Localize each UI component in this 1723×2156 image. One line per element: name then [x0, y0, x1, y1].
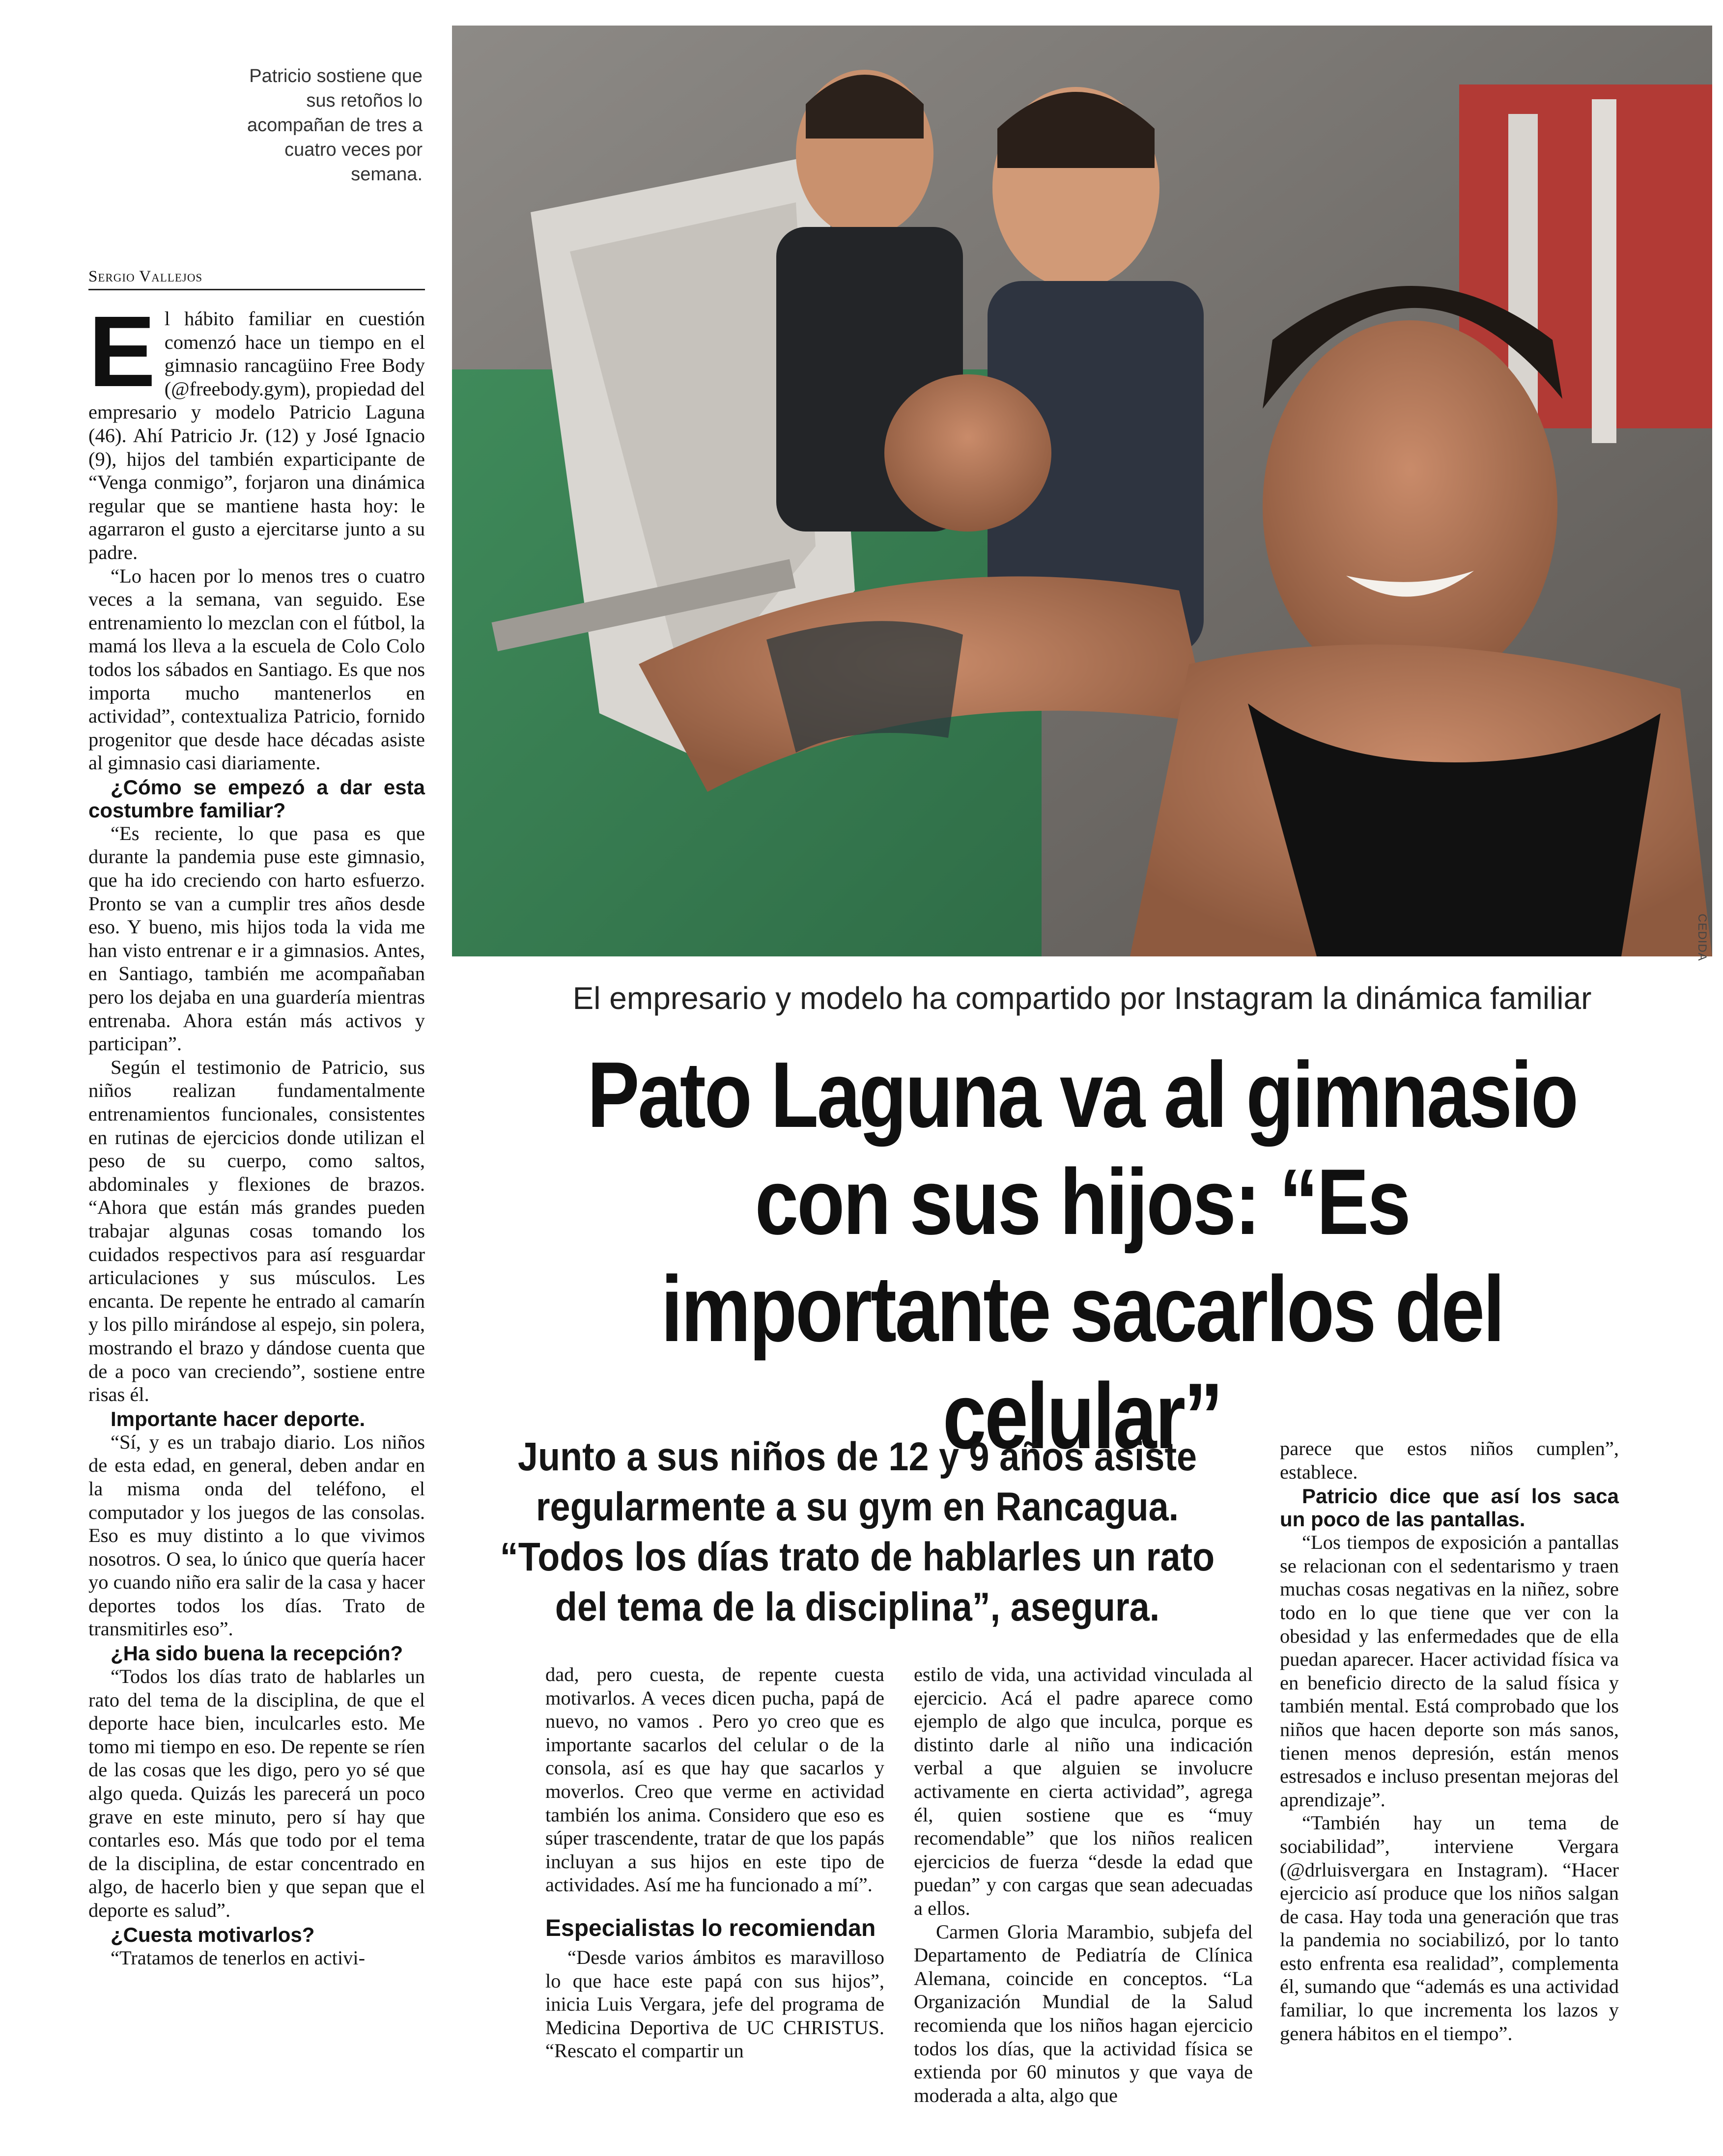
- paragraph: l hábito familiar en cuestión comenzó hace un tiempo en el gimnasio rancagüino Free Body (@freebody.gym), propiedad del empresario y modelo Patricio Laguna (46). Ahí Patricio Jr. (12) y José Ignacio (9), hijos del también exparticipante de “Venga conmigo”, forjaron una dinámica regular que se mantiene hasta hoy: le agarraron el gusto a ejercitarse junto a su padre.: [88, 308, 425, 563]
- drop-cap: E: [88, 295, 156, 408]
- interview-question: ¿Cómo se empezó a dar esta costumbre familiar?: [88, 775, 425, 822]
- paragraph: “Todos los días trato de hablarles un rato del tema de la disciplina, de que el deporte hace bien, inculcarles esto. Me tomo mi tiempo en eso. De repente se ríen de las cosas que les digo, pero yo sé que algo queda. Quizás les parecerá un poco grave en este minuto, pero sí hay que contarles eso. Más que todo por el tema de la disciplina, de estar concentrado en algo, de hacerlo bien y que sepan que el deporte es salud”.: [88, 1665, 425, 1921]
- interview-question: Importante hacer deporte.: [111, 1407, 366, 1430]
- paragraph: “Sí, y es un trabajo diario. Los niños de esta edad, en general, deben andar en la misma onda del teléfono, el computador y los juegos de las consolas. Eso es muy distinto a lo que vivimos nosotros. O sea, lo único que quería hacer yo cuando niño era salir de la casa y hacer deportes todos los días. Trato de transmitirles eso”.: [88, 1430, 425, 1640]
- paragraph: estilo de vida, una actividad vinculada al ejercicio. Acá el padre aparece como ejemplo de algo que inculca, porque es distinto darle al niño una indicación verbal a que alguien se involucre activamente en cierta actividad”, agrega él, quien sostiene que es “muy recomendable” que los niños realicen ejercicios de fuerza “desde la edad que puedan” y con cargas que sean adecuadas a ellos.: [914, 1663, 1253, 1919]
- deck: Junto a sus niños de 12 y 9 años asiste regularmente a su gym en Rancagua. “Todos los días trato de hablarles un rato del tema de la disciplina”, asegura.: [500, 1434, 1215, 1629]
- interview-question: ¿Cuesta motivarlos?: [111, 1923, 315, 1946]
- interview-question: Patricio dice que así los saca un poco de las pantallas.: [1280, 1484, 1619, 1531]
- paragraph: “Los tiempos de exposición a pantallas se relacionan con el sedentarismo y traen muchas cosas negativas en la niñez, sobre todo en lo que tiene que ver con la obesidad y las enfermedades que de ella puedan aparecer. Hacer actividad física va en beneficio directo de la salud física y también mental. Está comprobado que los niños que hacen deporte son más sanos, tienen menos depresión, están menos estresados e incluso presentan mejoras del aprendizaje”.: [1280, 1531, 1619, 1811]
- subheading: Especialistas lo recomiendan: [545, 1915, 876, 1941]
- paragraph: “Desde varios ámbitos es maravilloso lo que hace este papá con sus hijos”, inicia Luis Vergara, jefe del programa de Medicina Deportiva de UC CHRISTUS. “Rescato el compartir un: [545, 1946, 884, 2062]
- photo-credit: CEDIDA: [1695, 914, 1709, 961]
- article-column-3: [914, 1663, 1253, 2107]
- paragraph: “Lo hacen por lo menos tres o cuatro veces a la semana, van seguido. Ese entrenamiento lo mezclan con el fútbol, la mamá los lleva a la escuela de Colo Colo todos los sábados en Santiago. Es que nos importa mucho mantenerlos en actividad”, contextualiza Patricio, fornido progenitor que desde hace décadas asiste al gimnasio casi diariamente.: [88, 564, 425, 774]
- paragraph: “Es reciente, lo que pasa es que durante la pandemia puse este gimnasio, que ha ido creciendo con harto esfuerzo. Pronto se van a cumplir tres años desde eso. Y bueno, mis hijos toda la vida me han visto entrenar e ir a gimnasios. Antes, en Santiago, también me acompañaban pero los dejaba en una guardería mientras entrenaba. Ahora están más activos y participan”.: [88, 822, 425, 1055]
- article-photo: [452, 26, 1712, 956]
- article-column-2: [545, 1663, 884, 2063]
- paragraph: parece que estos niños cumplen”, establece.: [1280, 1437, 1619, 1483]
- paragraph: Carmen Gloria Marambio, subjefa del Departamento de Pediatría de Clínica Alemana, coincide en conceptos. “La Organización Mundial de la Salud recomienda que los niños hagan ejercicio todos los días, que la actividad física se extienda por 60 minutos y que vaya de moderada a alta, algo que: [914, 1920, 1253, 2106]
- interview-question: ¿Ha sido buena la recepción?: [111, 1642, 403, 1665]
- byline: Sergio Vallejos: [88, 268, 425, 290]
- photo-caption: Patricio sostiene que sus retoños lo acompañan de tres a cuatro veces por semana.: [247, 66, 423, 185]
- paragraph: “Tratamos de tenerlos en activi-: [111, 1946, 366, 1969]
- paragraph: Según el testimonio de Patricio, sus niños realizan fundamentalmente entrenamientos funcionales, consistentes en rutinas de ejercicios donde utilizan el peso de su cuerpo, como saltos, abdominales y flexiones de brazos. “Ahora que están más grandes pueden trabajar algunas cosas tomando los cuidados respectivos para así resguardar articulaciones y sus músculos. Les encanta. De repente he entrado al camarín y los pillo mirándose al espejo, sin polera, mostrando el brazo y dándose cuenta que de a poco van creciendo”, sostiene entre risas él.: [88, 1056, 425, 1406]
- article-column-1: [88, 295, 425, 1969]
- headline: Pato Laguna va al gimnasio con sus hijos: “Es importante sacarlos del celular”: [587, 1043, 1577, 1468]
- paragraph: “También hay un tema de sociabilidad”, interviene Vergara (@drluisvergara en Instagram). “Hacer ejercicio así produce que los niños salgan de casa. Hay toda una generación que tras la pandemia no sociabilizó, por lo tanto esto enfrenta esa realidad”, complementa él, sumando que “además es una actividad familiar, lo que incrementa los lazos y genera hábitos en el tiempo”.: [1280, 1812, 1619, 2044]
- paragraph: dad, pero cuesta, de repente cuesta motivarlos. A veces dicen pucha, papá de nuevo, no vamos . Pero yo creo que es importante sacarlos del celular o de la consola, así es que hay que sacarlos y moverlos. Creo que verme en actividad también los anima. Considero que eso es súper trascendente, tratar de que los papás incluyan a sus hijos en este tipo de actividades. Así me ha funcionado a mí”.: [545, 1663, 884, 1896]
- article-column-4: [1280, 1437, 1619, 2045]
- kicker: El empresario y modelo ha compartido por Instagram la dinámica familiar: [572, 980, 1592, 1016]
